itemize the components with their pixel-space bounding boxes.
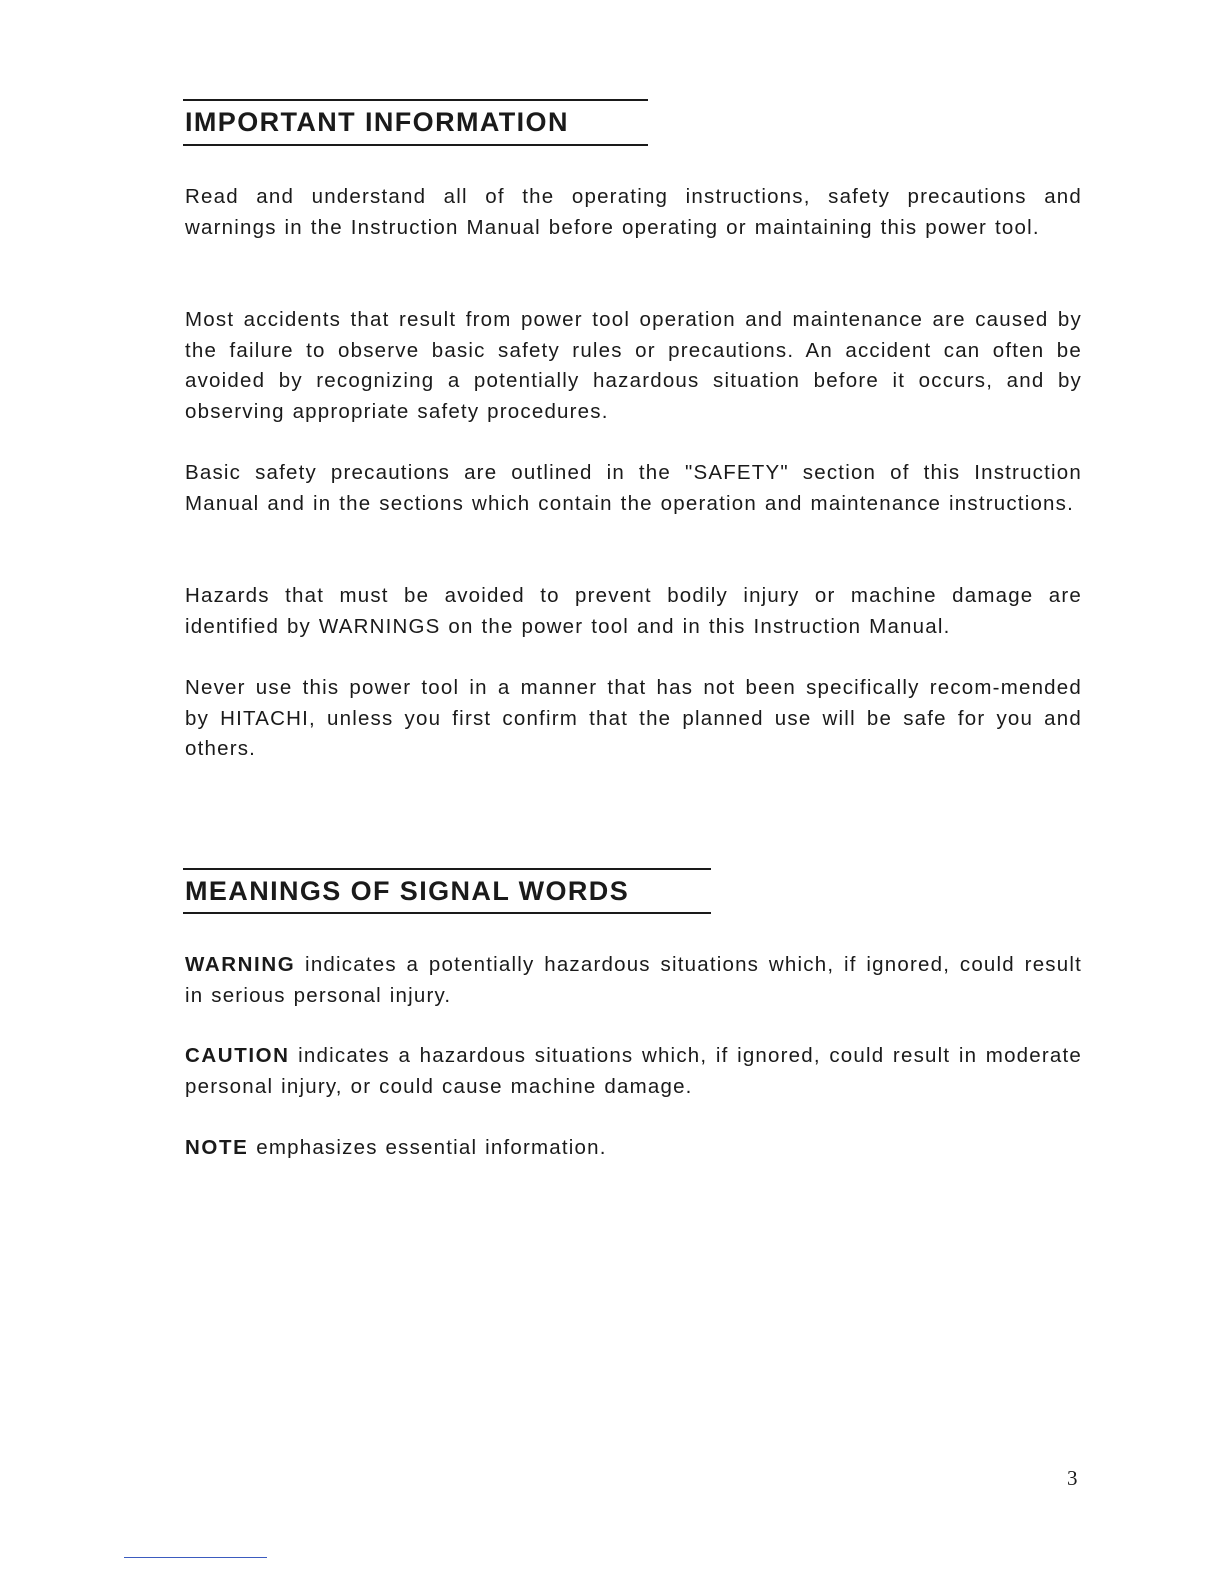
- section-title-signal-words: MEANINGS OF SIGNAL WORDS: [183, 868, 711, 914]
- term-warning: WARNING: [185, 953, 296, 976]
- section-title-important-information: IMPORTANT INFORMATION: [183, 99, 648, 146]
- signal-word-note: [185, 1133, 1082, 1164]
- paragraph-never-use: Never use this power tool in a manner that has not been specifically recom-mended by HITACHI, unless you first confirm that the planned use will be safe for you and others.: [185, 676, 1082, 761]
- definition-warning: indicates a potentially hazardous situations which, if ignored, could result in serious personal injury.: [185, 953, 1082, 1007]
- paragraph-read-instructions: Read and understand all of the operating instructions, safety precautions and warnings in the Instruction Manual before operating or maintaining this power tool.: [185, 185, 1082, 239]
- paragraph-hazards: Hazards that must be avoided to prevent bodily injury or machine damage are identified by WARNINGS on the power tool and in this Instruction Manual.: [185, 584, 1082, 638]
- signal-word-warning: [185, 950, 1082, 1011]
- bottom-divider: [124, 1557, 267, 1558]
- term-note: NOTE: [185, 1136, 249, 1159]
- definition-note: emphasizes essential information.: [248, 1136, 607, 1159]
- term-caution: CAUTION: [185, 1044, 290, 1067]
- signal-word-caution: [185, 1041, 1082, 1102]
- paragraph-basic-safety: Basic safety precautions are outlined in the "SAFETY" section of this Instruction Manual and in the sections which contain the operation and maintenance instructions.: [185, 461, 1082, 515]
- paragraph-accidents: Most accidents that result from power tool operation and maintenance are caused by the failure to observe basic safety rules or precautions. An accident can often be avoided by recognizing a potentially hazardous situation before it occurs, and by observing appropriate safety procedures.: [185, 308, 1082, 424]
- definition-caution: indicates a hazardous situations which, if ignored, could result in moderate personal injury, or could cause machine damage.: [185, 1044, 1082, 1098]
- page-number: 3: [1067, 1466, 1078, 1490]
